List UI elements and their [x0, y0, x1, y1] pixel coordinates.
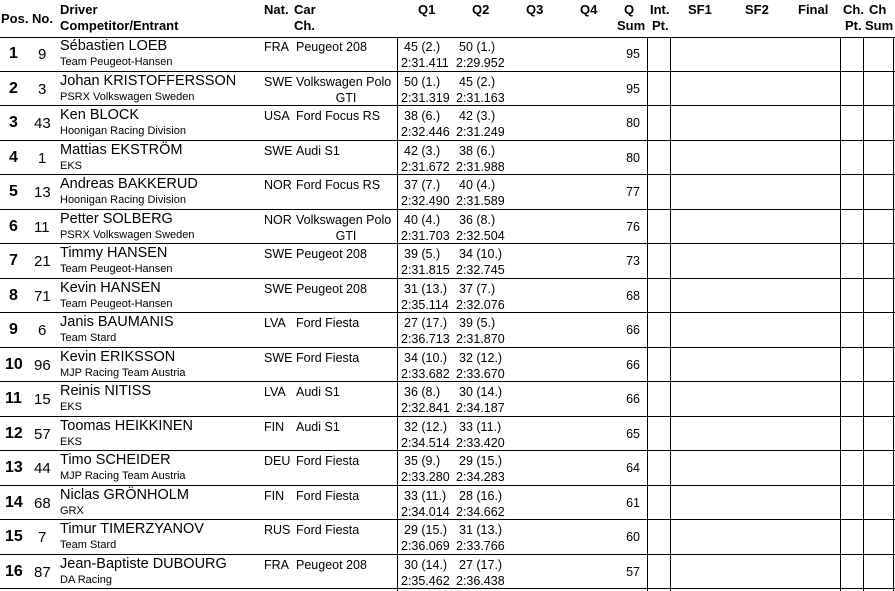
header-q: Q [624, 2, 635, 17]
row-q2-time: 2:34.187 [456, 401, 505, 415]
row-team: PSRX Volkswagen Sweden [60, 90, 195, 103]
row-pos: 1 [9, 45, 18, 62]
row-team: Hoonigan Racing Division [60, 194, 186, 206]
table-row [0, 486, 895, 521]
row-q-sum: 73 [626, 254, 640, 268]
table-row [0, 279, 895, 314]
row-nat: FIN [264, 488, 285, 503]
row-q2-result: 28 (16.) [459, 488, 503, 503]
header-q4: Q4 [580, 2, 598, 17]
header-final: Final [798, 2, 829, 17]
header-ch-pt-pt: Pt. [845, 18, 862, 33]
row-number: 87 [34, 563, 51, 581]
row-car: Peugeot 208 [296, 40, 367, 54]
row-q2-time: 2:32.504 [456, 228, 505, 243]
table-row [0, 37, 895, 72]
header-int: Int. [650, 2, 670, 17]
row-number: 9 [38, 46, 47, 63]
row-q-sum: 76 [626, 219, 640, 234]
row-q1-time: 2:31.815 [401, 263, 450, 277]
row-q1-time: 2:34.514 [401, 435, 450, 450]
row-q2-time: 2:32.745 [456, 263, 505, 277]
row-car: Ford Fiesta [296, 316, 360, 330]
table-row [0, 555, 895, 590]
row-q2-time: 2:33.420 [456, 435, 505, 450]
row-nat: FRA [264, 557, 289, 572]
row-q1-result: 42 (3.) [404, 143, 441, 158]
row-q1-time: 2:32.841 [401, 401, 450, 415]
row-q1-time: 2:31.319 [401, 90, 450, 105]
row-number: 96 [34, 356, 51, 374]
table-row [0, 175, 895, 210]
row-nat: DEU [264, 454, 291, 468]
row-q2-result: 39 (5.) [459, 316, 496, 330]
row-pos: 7 [9, 252, 18, 269]
column-divider-sf1 [670, 37, 671, 591]
row-q1-result: 31 (13.) [404, 281, 448, 296]
row-q2-result: 42 (3.) [459, 109, 496, 123]
row-q-sum: 66 [626, 392, 640, 406]
column-divider-chsum [863, 37, 864, 591]
row-car: Ford Focus RS [296, 178, 381, 192]
row-car: Ford Fiesta [296, 523, 360, 537]
row-nat: SWE [264, 350, 293, 365]
row-car: Audi S1 [296, 143, 340, 158]
header-sum: Sum [617, 18, 646, 33]
header-no: No. [32, 11, 53, 26]
row-number: 13 [34, 184, 51, 201]
row-q1-result: 34 (10.) [404, 350, 448, 365]
row-q2-time: 2:31.988 [456, 159, 505, 174]
row-q1-result: 50 (1.) [404, 74, 441, 89]
row-q1-result: 37 (7.) [404, 178, 441, 192]
row-q-sum: 80 [626, 116, 640, 130]
row-driver: Timur TIMERZYANOV [60, 521, 204, 537]
row-q-sum: 64 [626, 461, 640, 475]
row-q2-result: 29 (15.) [459, 454, 503, 468]
row-pos: 12 [5, 424, 23, 442]
row-q2-time: 2:29.952 [456, 56, 505, 70]
row-driver: Toomas HEIKKINEN [60, 417, 193, 434]
header-q2: Q2 [472, 2, 490, 17]
row-q-sum: 61 [626, 495, 640, 510]
row-car-line2: GTI [335, 90, 357, 105]
table-row [0, 244, 895, 279]
table-row [0, 451, 895, 486]
row-q2-result: 50 (1.) [459, 40, 496, 54]
row-pos: 4 [9, 148, 18, 166]
row-q1-time: 2:33.682 [401, 366, 450, 381]
row-q-sum: 57 [626, 564, 640, 579]
header-pt: Pt. [652, 18, 669, 33]
row-q1-result: 38 (6.) [404, 109, 441, 123]
row-q1-time: 2:34.014 [401, 504, 450, 519]
row-car: Peugeot 208 [296, 557, 367, 572]
header-sf2: SF2 [745, 2, 769, 17]
row-number: 68 [34, 494, 51, 512]
row-nat: FIN [264, 419, 285, 434]
row-q1-time: 2:35.462 [401, 573, 450, 588]
row-q1-result: 27 (17.) [404, 316, 448, 330]
row-pos: 5 [9, 183, 18, 200]
header-driver: Driver [60, 2, 98, 17]
row-driver: Kevin ERIKSSON [60, 348, 176, 365]
header-q3: Q3 [526, 2, 544, 17]
row-q-sum: 77 [626, 185, 640, 199]
table-row [0, 382, 895, 417]
row-car: Audi S1 [296, 419, 340, 434]
row-nat: USA [264, 109, 290, 123]
table-row [0, 106, 895, 141]
row-pos: 15 [5, 528, 23, 545]
row-q1-result: 29 (15.) [404, 523, 448, 537]
row-q-sum: 66 [626, 357, 640, 372]
row-team: Team Peugeot-Hansen [60, 56, 173, 68]
row-q2-time: 2:33.766 [456, 539, 505, 553]
column-divider-chpt [840, 37, 841, 591]
row-q1-time: 2:31.411 [401, 56, 449, 70]
row-team: Team Peugeot-Hansen [60, 263, 173, 275]
row-team: PSRX Volkswagen Sweden [60, 228, 195, 241]
row-q1-time: 2:32.490 [401, 194, 450, 208]
row-q1-time: 2:33.280 [401, 470, 450, 484]
row-q2-time: 2:31.870 [456, 332, 505, 346]
row-nat: SWE [264, 247, 293, 261]
row-pos: 14 [5, 493, 23, 511]
header-pos: Pos. [1, 11, 29, 26]
row-team: EKS [60, 159, 83, 172]
header-nat: Nat. [264, 2, 289, 17]
row-number: 21 [34, 253, 51, 270]
row-q1-result: 30 (14.) [404, 557, 448, 572]
row-driver: Mattias EKSTRÖM [60, 141, 183, 158]
row-car: Peugeot 208 [296, 247, 367, 261]
row-car: Volkswagen Polo [296, 212, 392, 227]
row-q1-result: 39 (5.) [404, 247, 441, 261]
row-nat: SWE [264, 143, 293, 158]
row-pos: 11 [5, 390, 22, 407]
row-number: 15 [34, 391, 51, 408]
row-driver: Janis BAUMANIS [60, 314, 174, 330]
row-q1-time: 2:32.446 [401, 125, 450, 139]
row-q1-time: 2:31.672 [401, 159, 450, 174]
row-q2-time: 2:31.163 [456, 90, 505, 105]
row-q2-time: 2:34.662 [456, 504, 505, 519]
table-row [0, 348, 895, 383]
row-number: 1 [38, 149, 47, 167]
header-ch-sum-sum: Sum [865, 18, 894, 33]
row-pos: 13 [5, 459, 23, 476]
row-driver: Niclas GRÖNHOLM [60, 486, 189, 503]
table-row [0, 313, 895, 348]
row-car: Ford Fiesta [296, 454, 360, 468]
row-q2-result: 33 (11.) [459, 419, 502, 434]
row-nat: LVA [264, 316, 286, 330]
row-car: Audi S1 [296, 385, 340, 399]
row-pos: 6 [9, 217, 18, 235]
column-divider-q1 [397, 37, 398, 591]
row-q2-result: 27 (17.) [459, 557, 503, 572]
row-q-sum: 80 [626, 150, 640, 165]
row-q1-time: 2:31.703 [401, 228, 450, 243]
row-q-sum: 66 [626, 323, 640, 337]
row-pos: 2 [9, 79, 18, 97]
row-divider [0, 588, 895, 589]
row-number: 71 [34, 287, 51, 305]
row-q1-result: 33 (11.) [404, 488, 447, 503]
row-q-sum: 95 [626, 47, 640, 61]
row-car: Ford Fiesta [296, 488, 360, 503]
row-team: EKS [60, 435, 83, 448]
row-driver: Petter SOLBERG [60, 210, 173, 227]
header-ch-sum-ch: Ch [869, 2, 887, 17]
row-nat: NOR [264, 212, 292, 227]
table-row [0, 417, 895, 452]
row-q2-result: 37 (7.) [459, 281, 496, 296]
row-number: 6 [38, 322, 47, 339]
row-driver: Kevin HANSEN [60, 279, 161, 296]
row-number: 11 [34, 218, 50, 236]
row-car: Volkswagen Polo [296, 74, 392, 89]
row-q2-result: 32 (12.) [459, 350, 503, 365]
row-q2-result: 34 (10.) [459, 247, 503, 261]
row-nat: NOR [264, 178, 292, 192]
header-ch: Ch. [294, 18, 315, 33]
row-team: Team Peugeot-Hansen [60, 297, 173, 310]
row-q-sum: 68 [626, 288, 640, 303]
row-driver: Timo SCHEIDER [60, 452, 171, 468]
row-team: DA Racing [60, 573, 112, 586]
header-competitor: Competitor/Entrant [60, 18, 179, 33]
row-driver: Timmy HANSEN [60, 245, 168, 261]
row-q1-result: 36 (8.) [404, 385, 441, 399]
row-q2-result: 30 (14.) [459, 385, 503, 399]
row-driver: Sébastien LOEB [60, 38, 168, 54]
row-q2-time: 2:33.670 [456, 366, 505, 381]
row-pos: 3 [9, 114, 18, 131]
table-header [0, 0, 895, 37]
row-team: GRX [60, 504, 84, 517]
row-team: Team Stard [60, 332, 117, 344]
row-pos: 9 [9, 321, 18, 338]
row-number: 57 [34, 425, 51, 443]
row-q2-time: 2:34.283 [456, 470, 505, 484]
column-divider-int [647, 37, 648, 591]
row-number: 44 [34, 460, 51, 477]
row-q2-result: 38 (6.) [459, 143, 496, 158]
row-q2-result: 40 (4.) [459, 178, 496, 192]
row-q1-result: 32 (12.) [404, 419, 448, 434]
column-divider-right [893, 37, 894, 591]
row-team: MJP Racing Team Austria [60, 366, 186, 379]
table-row [0, 141, 895, 176]
row-nat: FRA [264, 40, 289, 54]
row-number: 43 [34, 115, 51, 132]
row-q1-result: 40 (4.) [404, 212, 441, 227]
row-q2-time: 2:32.076 [456, 297, 505, 312]
row-car: Peugeot 208 [296, 281, 367, 296]
header-car: Car [294, 2, 316, 17]
row-team: MJP Racing Team Austria [60, 470, 186, 482]
row-nat: RUS [264, 523, 291, 537]
row-q-sum: 65 [626, 426, 640, 441]
row-number: 3 [38, 80, 47, 98]
row-nat: SWE [264, 281, 293, 296]
row-nat: SWE [264, 74, 293, 89]
row-driver: Reinis NITISS [60, 383, 152, 399]
table-row [0, 520, 895, 555]
header-ch-pt-ch: Ch. [843, 2, 864, 17]
row-driver: Jean-Baptiste DUBOURG [60, 555, 227, 572]
row-number: 7 [38, 529, 47, 546]
row-car-line2: GTI [335, 228, 357, 243]
row-q2-result: 36 (8.) [459, 212, 496, 227]
row-driver: Andreas BAKKERUD [60, 176, 198, 192]
row-pos: 10 [5, 355, 23, 373]
header-sf1: SF1 [688, 2, 712, 17]
row-q-sum: 60 [626, 530, 640, 544]
table-row [0, 210, 895, 245]
row-q2-result: 45 (2.) [459, 74, 496, 89]
header-q1: Q1 [418, 2, 436, 17]
row-car: Ford Focus RS [296, 109, 381, 123]
row-pos: 16 [5, 562, 23, 580]
row-q1-result: 45 (2.) [404, 40, 441, 54]
row-team: EKS [60, 401, 83, 413]
row-q2-time: 2:31.589 [456, 194, 505, 208]
row-q2-time: 2:31.249 [456, 125, 505, 139]
row-team: Hoonigan Racing Division [60, 125, 186, 137]
row-nat: LVA [264, 385, 286, 399]
row-q1-result: 35 (9.) [404, 454, 441, 468]
row-driver: Ken BLOCK [60, 107, 139, 123]
row-q2-time: 2:36.438 [456, 573, 505, 588]
row-team: Team Stard [60, 539, 117, 551]
row-car: Ford Fiesta [296, 350, 360, 365]
row-q1-time: 2:36.069 [401, 539, 450, 553]
row-driver: Johan KRISTOFFERSSON [60, 72, 237, 89]
row-q1-time: 2:36.713 [401, 332, 450, 346]
row-q-sum: 95 [626, 81, 640, 96]
table-row [0, 72, 895, 107]
row-q2-result: 31 (13.) [459, 523, 503, 537]
row-q1-time: 2:35.114 [401, 297, 449, 312]
row-pos: 8 [9, 286, 18, 304]
